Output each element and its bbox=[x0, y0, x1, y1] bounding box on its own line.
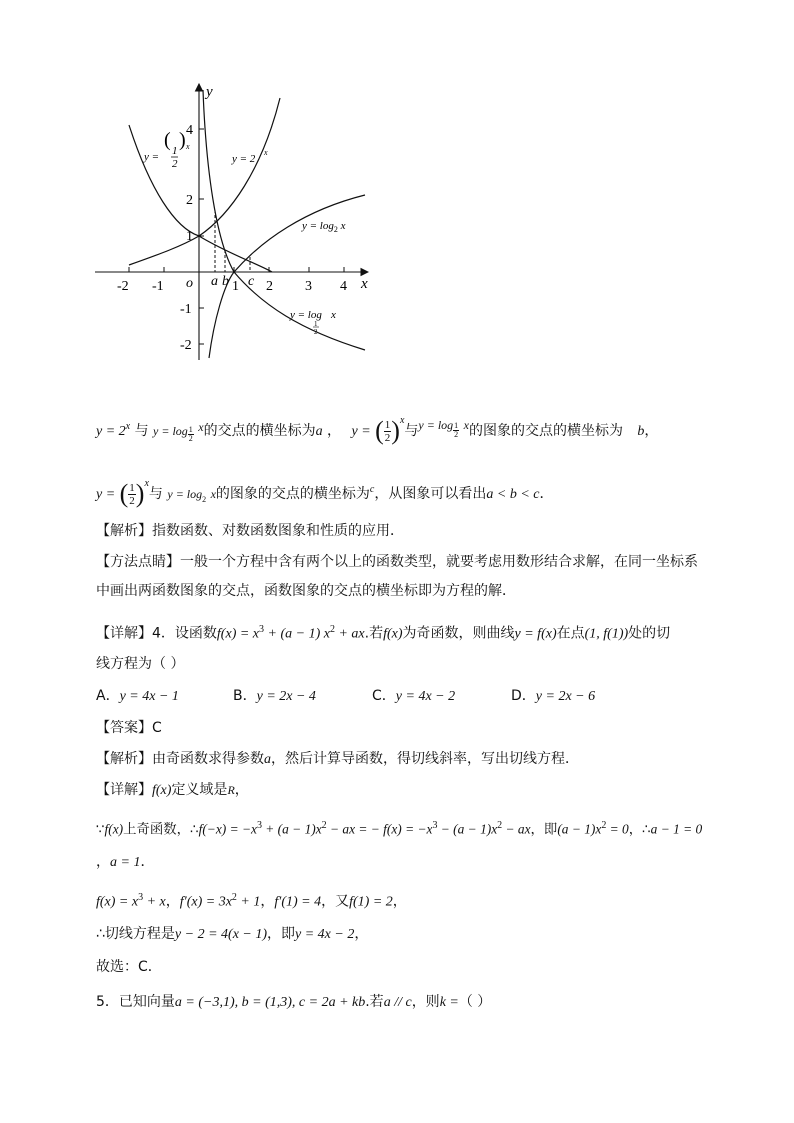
point-label-c: c bbox=[248, 274, 255, 289]
paragraph-intersections-ab: $y = 2^x$ 与 y = log $\frac{1}{2}$ x的交点的横坐标为a ， y = ( $\frac{1}{2}$ )$^x$与y = log $\frac{1}{2}$ x的图象的交点的横坐标为 b， bbox=[96, 415, 659, 445]
method-tip: 【方法点睛】一般一个方程中含有两个以上的函数类型，就要考虑用数形结合求解，在同一坐标系 中画出两函数图象的交点，函数图象的交点的横坐标即为方程的解． bbox=[96, 554, 698, 599]
svg-text:x: x bbox=[264, 148, 268, 157]
x-tick: -2 bbox=[117, 279, 129, 294]
x-tick: 4 bbox=[340, 279, 347, 294]
detail-line-6: 故选：C． bbox=[96, 959, 162, 975]
analysis-1: 【解析】指数函数、对数函数图象和性质的应用． bbox=[96, 523, 404, 539]
answer: 【答案】C bbox=[96, 720, 162, 736]
svg-text:y = log2 x: $y = \log_2 x$ bbox=[302, 220, 346, 234]
y-tick: 2 bbox=[186, 193, 193, 208]
svg-text:1: 1 bbox=[172, 145, 178, 157]
question-4-line2: 线方程为（ ） bbox=[96, 656, 185, 672]
y-tick: -1 bbox=[180, 302, 192, 317]
detail-line-5: ∴切线方程是y − 2 = 4(x − 1)，即y = 4x − 2， bbox=[96, 926, 369, 942]
x-tick: 1 bbox=[232, 279, 239, 294]
svg-text:): ) bbox=[179, 129, 186, 151]
svg-text:(: ( bbox=[164, 129, 171, 151]
svg-text:2: 2 bbox=[314, 328, 318, 336]
option-b[interactable]: B．y = 2x − 4 bbox=[233, 688, 316, 704]
option-c[interactable]: C．y = 4x − 2 bbox=[372, 688, 456, 704]
option-a[interactable]: A．y = 4x − 1 bbox=[96, 688, 179, 704]
svg-text:1: 1 bbox=[314, 320, 318, 328]
point-label-b: b bbox=[222, 274, 229, 289]
svg-text:2: 2 bbox=[172, 158, 178, 170]
detail-line-4: $f(x) = x^3 + x$，$f'(x) = 3x^2 + 1$，f′(1) = 4，又f(1) = 2， bbox=[96, 892, 407, 910]
svg-text:y = 2: y = 2 bbox=[232, 153, 256, 165]
y-axis-label: y bbox=[206, 84, 213, 100]
svg-text:x: x bbox=[331, 309, 336, 321]
label-log2 bbox=[301, 220, 346, 234]
svg-text:x: x bbox=[186, 142, 190, 151]
question-4: 【详解】4．设函数$f(x) = x^3 + (a - 1) x^2$ + ax.若f(x)为奇函数，则曲线y = f(x)在点(1, f(1))处的切 bbox=[96, 624, 671, 642]
y-tick: 4 bbox=[186, 123, 193, 138]
x-axis-label: x bbox=[361, 276, 368, 292]
x-tick: -1 bbox=[152, 279, 164, 294]
x-tick: 3 bbox=[305, 279, 312, 294]
y-tick: -2 bbox=[180, 338, 192, 353]
point-label-a: a bbox=[211, 274, 218, 289]
analysis-2: 【解析】由奇函数求得参数a，然后计算导函数，得切线斜率，写出切线方程． bbox=[96, 751, 579, 767]
question-5: 5．已知向量a = (−3,1), b = (1,3), c = 2a + kb.若a // c，则k =（ ） bbox=[96, 994, 492, 1010]
function-graph bbox=[90, 75, 380, 370]
detail-line-2: ∵f(x)上奇函数，∴f(−x) = $-x^3 + (a - 1)x^2$ − ax = − $f(x) = -x^3 - (a - 1)x^2$ − ax，即$(a - 1)x^2 = 0$，∴a − 1 = 0 bbox=[96, 820, 703, 838]
origin-label: o bbox=[186, 276, 193, 291]
detail-line-1: 【详解】f(x)定义域是R， bbox=[96, 782, 249, 798]
x-tick: 2 bbox=[266, 279, 273, 294]
detail-line-3: ，a = 1． bbox=[96, 854, 155, 870]
label-half-pow bbox=[143, 129, 190, 170]
svg-text:y = log: y = log bbox=[290, 309, 322, 321]
y-tick: 1 bbox=[186, 229, 193, 244]
paragraph-intersection-c: y = ( $\frac{1}{2}$ )$^x$与 $y = \log_2 x$的图象的交点的横坐标为$^c$，从图象可以看出a < b < c． bbox=[96, 478, 554, 508]
svg-text:y =: y = bbox=[144, 151, 160, 163]
option-d[interactable]: D．y = 2x − 6 bbox=[511, 688, 596, 704]
